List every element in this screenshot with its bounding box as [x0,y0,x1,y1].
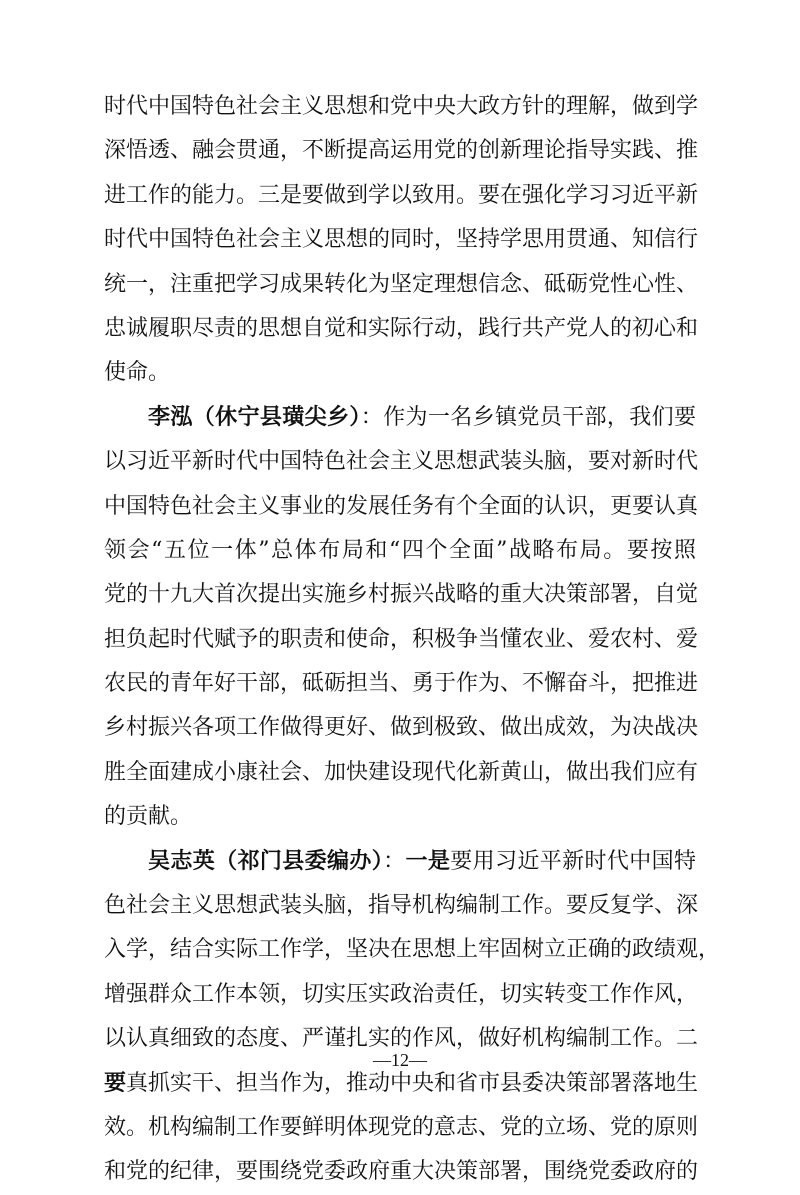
page-number: —12— [373,1050,427,1070]
speaker-line [104,396,696,440]
text-line: 和党的纪律，要围绕党委政府重大决策部署，围绕党委政府的 [104,1159,699,1185]
text-line: 忠诚履职尽责的思想自觉和实际行动，践行共产党人的初心和 [104,315,699,341]
document-body [104,85,721,1195]
text-line: 时代中国特色社会主义思想的同时，坚持学思用贯通、知信行 [104,227,699,253]
text-line: 深悟透、融会贯通，不断提高运用党的创新理论指导实践、推 [104,138,699,164]
text-line: 统一，注重把学习成果转化为坚定理想信念、砥砺党性心性、 [104,271,699,297]
paragraph-3 [104,840,721,1195]
text-line: 时代中国特色社会主义思想和党中央大政方针的理解，做到学 [104,94,699,119]
speaker-statement-start: 要用习近平新时代中国特 [450,848,696,874]
text-line: 党的十九大首次提出实施乡村振兴战略的重大决策部署，自觉 [104,582,699,608]
text-line: 以习近平新时代中国特色社会主义思想武装头脑，要对新时代 [104,449,699,475]
text-line: 中国特色社会主义事业的发展任务有个全面的认识，更要认真 [104,493,699,519]
speaker-colon: ： [383,848,406,874]
text-line: 农民的青年好干部，砥砺担当、勇于作为、不懈奋斗，把推进 [104,671,699,697]
text-line: 的贡献。 [104,804,193,830]
text-line: 效。机构编制工作要鲜明体现党的意志、党的立场、党的原则 [104,1114,699,1140]
text-line-rest: 真抓实干、担当作为，推动中央和省市县委决策部署落地生 [126,1070,699,1096]
text-line: 胜全面建成小康社会、加快建设现代化新黄山，做出我们应有 [104,759,699,785]
point-one-marker: 一是 [405,848,451,874]
text-line: 以认真细致的态度、严谨扎实的作风，做好机构编制工作。二 [104,1026,699,1052]
text-line: 入学，结合实际工作学，坚决在思想上牢固树立正确的政绩观， [104,937,721,963]
text-line: 色社会主义思想武装头脑，指导机构编制工作。要反复学、深 [104,893,699,919]
point-two-marker: 要 [104,1070,127,1096]
speaker-name: 吴志英（祁门县委编办） [148,848,384,874]
text-line: 乡村振兴各项工作做得更好、做到极致、做出成效，为决战决 [104,715,699,741]
paragraph-1 [104,85,699,396]
text-line: 进工作的能力。三是要做到学以致用。要在强化学习习近平新 [104,182,699,208]
speaker-name: 李泓（休宁县璜尖乡） [148,404,361,430]
text-line: 使命。 [104,360,171,386]
paragraph-2 [104,396,699,840]
text-line: 领会“五位一体”总体布局和“四个全面”战略布局。要按照 [104,537,696,563]
speaker-line [104,840,696,884]
text-line: 增强群众工作本领，切实压实政治责任，切实转变工作作风， [104,981,699,1007]
speaker-statement-start: ：作为一名乡镇党员干部，我们要 [360,404,696,430]
text-line: 担负起时代赋予的职责和使命，积极争当懂农业、爱农村、爱 [104,626,699,652]
